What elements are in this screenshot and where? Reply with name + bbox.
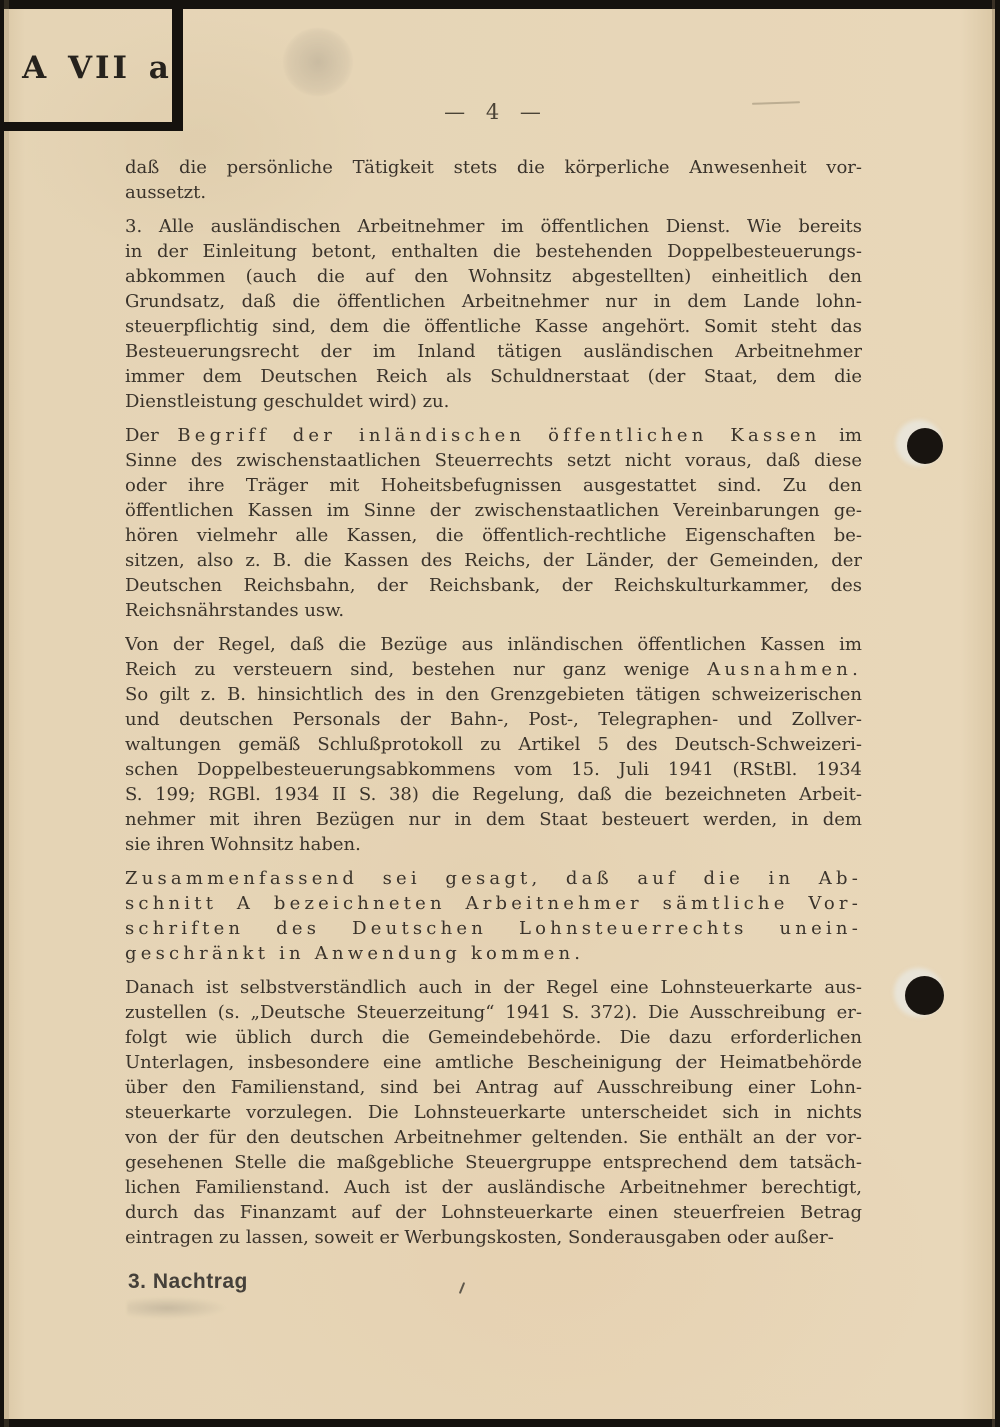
text-line: [125, 682, 862, 707]
text-segment: und deutschen Personals der Bahn-, Post-, Telegraphen- und Zollver-: [125, 709, 862, 730]
text-line: [125, 757, 862, 782]
text-segment: abkommen (auch die auf den Wohnsitz abgestellten) einheitlich den: [125, 266, 862, 287]
page-edge-shadow-left: [4, 0, 9, 1427]
text-segment: aussetzt.: [125, 182, 207, 203]
text-segment: hören vielmehr alle Kassen, die öffentlich-rechtliche Eigenschaften be-: [125, 525, 862, 546]
scan-edge-bottom: [0, 1419, 1000, 1427]
text-line: [125, 1150, 862, 1175]
text-segment: lichen Familienstand. Auch ist der ausländische Arbeitnehmer berechtigt,: [125, 1177, 862, 1198]
text-line: [125, 598, 862, 623]
emphasized-spaced-text: Zusammenfassend sei gesagt, daß auf die in Ab-: [125, 868, 862, 889]
text-line: [125, 264, 862, 289]
text-segment: im: [820, 425, 862, 446]
text-segment: immer dem Deutschen Reich als Schuldnerstaat (der Staat, dem die: [125, 366, 862, 387]
page-edge-shadow-right: [992, 0, 995, 1427]
emphasized-spaced-text: Ausnahmen.: [707, 659, 862, 680]
text-segment: schen Doppelbesteuerungsabkommens vom 15. Juli 1941 (RStBl. 1934: [125, 759, 862, 780]
text-line: [125, 1100, 862, 1125]
text-segment: Dienstleistung geschuldet wird) zu.: [125, 391, 450, 412]
emphasized-spaced-text: schnitt A bezeichneten Arbeitnehmer sämtliche Vor-: [125, 893, 862, 914]
text-line: [125, 782, 862, 807]
text-segment: über den Familienstand, sind bei Antrag auf Ausschreibung einer Lohn-: [125, 1077, 862, 1098]
emphasized-spaced-text: Begriff der inländischen öffentlichen Kassen: [177, 425, 821, 446]
text-line: [125, 1025, 862, 1050]
punch-hole-top: [907, 428, 943, 464]
text-segment: 3. Alle ausländischen Arbeitnehmer im öffentlichen Dienst. Wie bereits: [125, 216, 862, 237]
text-line: [125, 289, 862, 314]
text-segment: sitzen, also z. B. die Kassen des Reichs, der Länder, der Gemeinden, der: [125, 550, 862, 571]
text-line: [125, 732, 862, 757]
text-segment: Danach ist selbstverständlich auch in der Regel eine Lohnsteuerkarte aus-: [125, 977, 862, 998]
text-segment: steuerkarte vorzulegen. Die Lohnsteuerkarte unterscheidet sich in nichts: [125, 1102, 862, 1123]
text-line: [125, 523, 862, 548]
paragraph: [125, 214, 862, 414]
text-line: [125, 573, 862, 598]
text-line: [125, 1200, 862, 1225]
text-segment: zustellen (s. „Deutsche Steuerzeitung“ 1941 S. 372). Die Ausschreibung er-: [125, 1002, 862, 1023]
text-segment: Der: [125, 425, 178, 446]
ink-smudge-top: [283, 28, 353, 96]
text-line: [125, 707, 862, 732]
text-segment: Von der Regel, daß die Bezüge aus inländischen öffentlichen Kassen im: [125, 634, 862, 655]
text-line: [125, 975, 862, 1000]
text-line: [125, 498, 862, 523]
text-segment: folgt wie üblich durch die Gemeindebehörde. Die dazu erforderlichen: [125, 1027, 862, 1048]
paragraph: [125, 632, 862, 857]
text-line: [125, 339, 862, 364]
text-segment: oder ihre Träger mit Hoheitsbefugnissen ausgestattet sind. Zu den: [125, 475, 862, 496]
paragraph: [125, 155, 862, 205]
text-segment: Reich zu versteuern sind, bestehen nur ganz wenige: [125, 659, 708, 680]
paragraph: [125, 423, 862, 623]
body-text: [125, 155, 862, 1259]
text-line: [125, 473, 862, 498]
emphasized-spaced-text: geschränkt in Anwendung kommen.: [125, 943, 585, 964]
text-line: [125, 214, 862, 239]
text-line: [125, 548, 862, 573]
text-segment: So gilt z. B. hinsichtlich des in den Grenzgebieten tätigen schweizerischen: [125, 684, 862, 705]
text-segment: gesehenen Stelle die maßgebliche Steuergruppe entsprechend dem tatsäch-: [125, 1152, 862, 1173]
text-line: [125, 1075, 862, 1100]
text-line: [125, 314, 862, 339]
text-line: [125, 155, 862, 180]
text-line: [125, 832, 862, 857]
text-segment: Unterlagen, insbesondere eine amtliche Bescheinigung der Heimatbehörde: [125, 1052, 862, 1073]
text-segment: sie ihren Wohnsitz haben.: [125, 834, 361, 855]
text-line: [125, 1175, 862, 1200]
pen-slash-mark: [459, 1282, 465, 1294]
text-line: [125, 1125, 862, 1150]
text-line: [125, 866, 862, 891]
text-line: [125, 632, 862, 657]
text-line: [125, 423, 862, 448]
text-line: [125, 180, 862, 205]
pencil-smudge-footer: [127, 1297, 227, 1319]
text-segment: steuerpflichtig sind, dem die öffentliche Kasse angehört. Somit steht das: [125, 316, 862, 337]
paragraph: [125, 866, 862, 966]
text-line: [125, 891, 862, 916]
text-segment: nehmer mit ihren Bezügen nur in dem Staat besteuert werden, in dem: [125, 809, 862, 830]
text-segment: von der für den deutschen Arbeitnehmer geltenden. Sie enthält an der vor-: [125, 1127, 862, 1148]
text-segment: S. 199; RGBl. 1934 II S. 38) die Regelung, daß die bezeichneten Arbeit-: [125, 784, 862, 805]
paragraph: [125, 975, 862, 1250]
text-segment: durch das Finanzamt auf der Lohnsteuerkarte einen steuerfreien Betrag: [125, 1202, 862, 1223]
text-line: [125, 239, 862, 264]
text-line: [125, 389, 862, 414]
text-segment: eintragen zu lassen, soweit er Werbungskosten, Sonderausgaben oder außer-: [125, 1227, 834, 1248]
footer-label: 3. Nachtrag: [128, 1270, 248, 1293]
text-line: [125, 916, 862, 941]
text-line: [125, 364, 862, 389]
punch-hole-bottom: [905, 976, 944, 1015]
text-segment: Grundsatz, daß die öffentlichen Arbeitnehmer nur in dem Lande lohn-: [125, 291, 862, 312]
text-line: [125, 1000, 862, 1025]
classification-label: A VII a: [22, 50, 172, 86]
emphasized-spaced-text: schriften des Deutschen Lohnsteuerrechts unein-: [125, 918, 862, 939]
text-segment: Reichsnährstandes usw.: [125, 600, 345, 621]
text-segment: in der Einleitung betont, enthalten die bestehenden Doppelbesteuerungs-: [125, 241, 862, 262]
text-line: [125, 1225, 862, 1250]
text-segment: waltungen gemäß Schlußprotokoll zu Artikel 5 des Deutsch-Schweizeri-: [125, 734, 862, 755]
text-line: [125, 941, 862, 966]
text-segment: Deutschen Reichsbahn, der Reichsbank, der Reichskulturkammer, des: [125, 575, 862, 596]
text-line: [125, 657, 862, 682]
text-segment: Sinne des zwischenstaatlichen Steuerrechts setzt nicht voraus, daß diese: [125, 450, 862, 471]
scan-edge-right: [995, 0, 1000, 1427]
text-segment: öffentlichen Kassen im Sinne der zwischenstaatlichen Vereinbarungen ge-: [125, 500, 862, 521]
text-line: [125, 807, 862, 832]
text-segment: daß die persönliche Tätigkeit stets die körperliche Anwesenheit vor-: [125, 157, 862, 178]
text-line: [125, 448, 862, 473]
text-line: [125, 1050, 862, 1075]
page-number: — 4 —: [444, 100, 543, 124]
text-segment: Besteuerungsrecht der im Inland tätigen ausländischen Arbeitnehmer: [125, 341, 862, 362]
